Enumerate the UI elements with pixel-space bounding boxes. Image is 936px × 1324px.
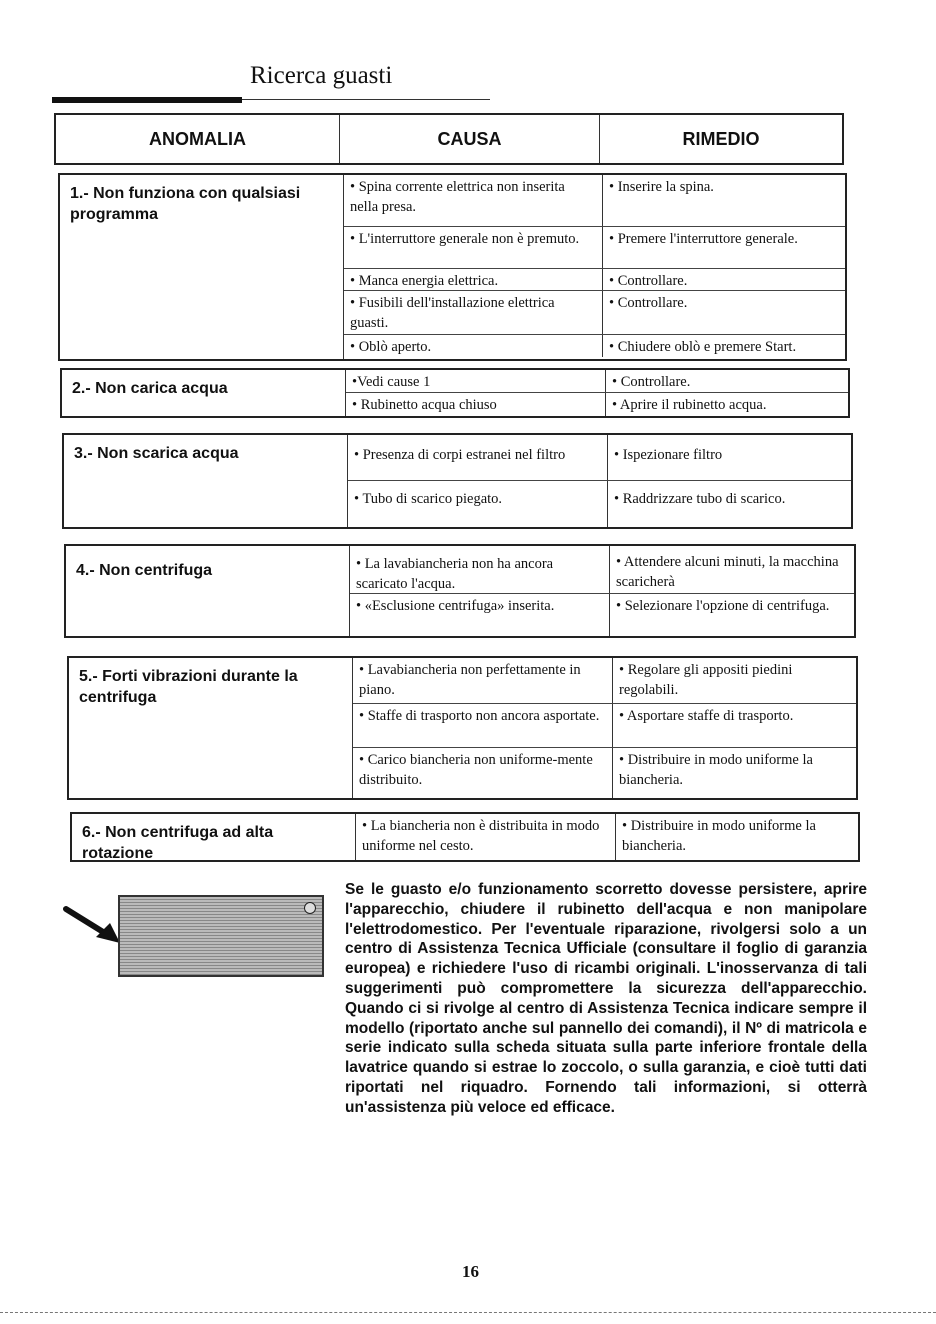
footer-line [0, 1312, 936, 1314]
problem-block-3 [62, 433, 853, 529]
cause-cell: • Staffe di trasporto non ancora asportate. [353, 704, 613, 747]
cause-remedy-rows [344, 175, 845, 359]
table-row [348, 481, 851, 527]
remedy-cell: • Regolare gli appositi piedini regolabili. [619, 662, 793, 698]
title-underline-line [242, 99, 490, 100]
table-row [353, 704, 856, 748]
remedy-cell: • Controllare. [609, 273, 688, 289]
remedy-cell: • Aprire il rubinetto acqua. [612, 397, 767, 413]
problem-block-1 [58, 173, 847, 361]
table-row [348, 435, 851, 481]
cause-remedy-rows [353, 658, 856, 798]
table-row [346, 393, 848, 416]
cause-cell: •Vedi cause 1 [346, 370, 606, 392]
cause-remedy-rows [346, 370, 848, 416]
table-row [344, 269, 845, 291]
remedy-cell: • Controllare. [612, 374, 691, 390]
cause-cell: • Carico biancheria non uniforme-mente distribuito. [353, 748, 613, 798]
remedy-cell: • Asportare staffe di trasporto. [619, 708, 794, 724]
cause-cell: • L'interruttore generale non è premuto. [344, 227, 603, 268]
cause-remedy-rows [350, 546, 854, 636]
table-row [344, 227, 845, 269]
header-causa: CAUSA [340, 115, 600, 163]
anomaly-label: 2.- Non carica acqua [62, 370, 346, 416]
anomaly-label: 1.- Non funziona con qualsiasi programma [60, 175, 344, 359]
remedy-cell: • Attendere alcuni minuti, la macchina scaricherà [616, 554, 839, 590]
cause-cell: • Tubo di scarico piegato. [348, 481, 608, 527]
remedy-cell: • Distribuire in modo uniforme la biancheria. [619, 752, 813, 788]
problem-block-5 [67, 656, 858, 800]
cause-remedy-rows [348, 435, 851, 527]
remedy-cell: • Chiudere oblò e premere Start. [609, 339, 797, 355]
cause-remedy-rows [356, 814, 858, 860]
remedy-cell: • Distribuire in modo uniforme la biancheria. [622, 818, 816, 854]
cause-cell: • La lavabiancheria non ha ancora scaricato l'acqua. [350, 546, 610, 593]
problem-block-6 [70, 812, 860, 862]
title-underline-bar [52, 97, 242, 103]
cause-cell: • Rubinetto acqua chiuso [346, 393, 606, 416]
remedy-cell: • Inserire la spina. [609, 179, 714, 195]
anomaly-label: 5.- Forti vibrazioni durante la centrifuga [69, 658, 353, 798]
cause-cell: • Lavabiancheria non perfettamente in piano. [353, 658, 613, 703]
problem-block-2 [60, 368, 850, 418]
remedy-cell: • Premere l'interruttore generale. [609, 231, 798, 247]
table-row [353, 748, 856, 798]
anomaly-label: 4.- Non centrifuga [66, 546, 350, 636]
plate-screw-icon [304, 902, 316, 914]
table-row [344, 291, 845, 335]
cause-cell: • Fusibili dell'installazione elettrica guasti. [344, 291, 603, 334]
cause-cell: • «Esclusione centrifuga» inserita. [350, 594, 610, 636]
table-row [350, 594, 854, 636]
pointer-arrow-icon [62, 905, 124, 945]
table-row [356, 814, 858, 860]
table-row [346, 370, 848, 393]
page-title: Ricerca guasti [250, 62, 393, 89]
cause-cell: • Presenza di corpi estranei nel filtro [348, 435, 608, 480]
table-header [54, 113, 844, 165]
remedy-cell: • Ispezionare filtro [614, 447, 723, 463]
cause-cell: • Oblò aperto. [344, 335, 603, 357]
table-row [350, 546, 854, 594]
cause-cell: • Spina corrente elettrica non inserita nella presa. [344, 175, 603, 226]
remedy-cell: • Selezionare l'opzione di centrifuga. [616, 598, 830, 614]
table-row [353, 658, 856, 704]
table-row [344, 175, 845, 227]
cause-cell: • Manca energia elettrica. [344, 269, 603, 290]
table-row [344, 335, 845, 357]
rating-plate-image [118, 895, 324, 977]
problem-block-4 [64, 544, 856, 638]
header-rimedio: RIMEDIO [682, 128, 760, 149]
anomaly-label: 3.- Non scarica acqua [64, 435, 348, 527]
remedy-cell: • Raddrizzare tubo di scarico. [614, 491, 786, 507]
header-anomalia: ANOMALIA [56, 115, 340, 163]
cause-cell: • La biancheria non è distribuita in modo uniforme nel cesto. [356, 814, 616, 860]
anomaly-label: 6.- Non centrifuga ad alta rotazione [72, 814, 356, 860]
page-number: 16 [462, 1262, 479, 1281]
remedy-cell: • Controllare. [609, 295, 688, 311]
assistance-note: Se le guasto e/o funzionamento scorretto dovesse persistere, aprire l'apparecchio, chiudere il rubinetto dell'acqua e non manipolare l'elettrodomestico. Per l'eventuale riparazione, rivolgersi solo a un centro di Assistenza Tecnica Ufficiale (consultare il foglio di garanzia europea) e richiedere l'uso di ricambi originali. L'inosservanza di tali suggerimenti può compromettere la sicurezza dell'apparecchio. Quando ci si rivolge al centro di Assistenza Tecnica indicare sempre il modello (riportato anche sul pannello dei comandi), il Nº di matricola e serie indicato sulla scheda situata sulla parte inferiore frontale della lavatrice quando si estrae lo zoccolo, o sulla garanzia, e cioè tutti dati riportati nel riquadro. Fornendo tali informazioni, si otterrà un'assistenza più veloce ed efficace. [345, 881, 867, 1116]
